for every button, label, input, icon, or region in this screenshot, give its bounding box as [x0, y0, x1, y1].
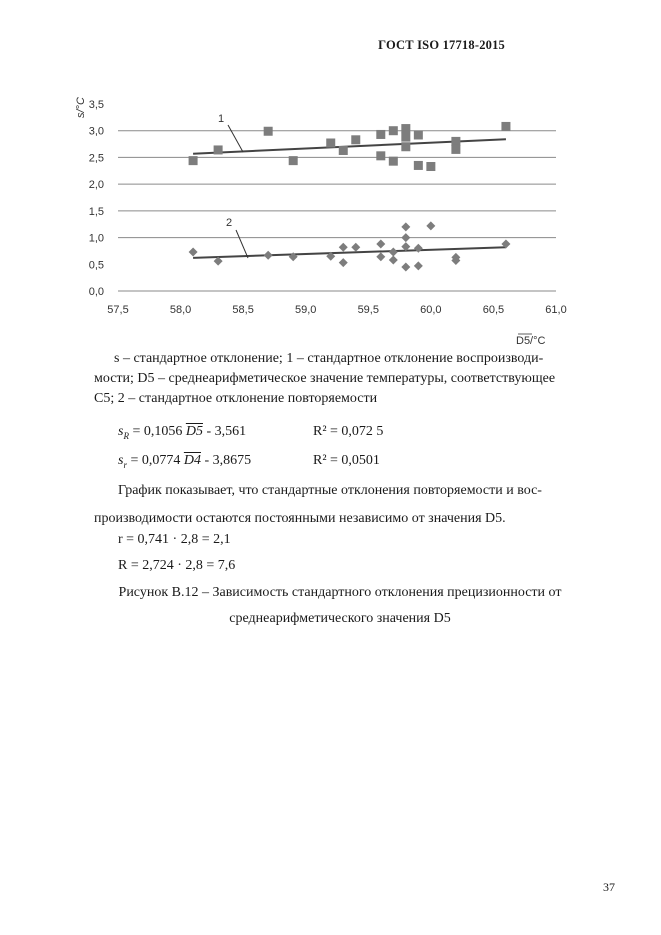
formula-sr: $s_r = 0,0774$ D4 - 3,8675 R² = 0,0501	[118, 453, 380, 470]
data-point-series-2	[414, 244, 423, 253]
y-tick-labels	[89, 99, 104, 298]
data-point-series-2	[376, 252, 385, 261]
data-point-series-2	[264, 251, 273, 260]
data-point-series-2	[414, 261, 423, 270]
data-point-series-1	[389, 126, 398, 135]
x-tick-label: 60,5	[482, 304, 505, 316]
legend-line-2: мости; D5 – среднеарифметическое значение температуры, соответствующее	[94, 371, 556, 386]
document-header: ГОСТ ISO 17718-2015	[378, 38, 505, 52]
calc-r: r = 0,741 · 2,8 = 2,1	[118, 532, 231, 547]
series-label-2: 2	[226, 217, 233, 229]
legend-line-3: C5; 2 – стандартное отклонение повторяемости	[94, 391, 378, 406]
calc-R: R = 2,724 · 2,8 = 7,6	[118, 558, 236, 573]
x-tick-labels	[107, 304, 566, 316]
y-tick-label: 2,5	[88, 152, 104, 165]
body-line-2: производимости остаются постоянными независимо от значения D5.	[94, 511, 506, 526]
x-axis-label: D5/°C	[516, 335, 546, 347]
data-point-series-1	[501, 122, 510, 131]
data-point-series-2	[189, 247, 198, 256]
data-point-series-1	[351, 135, 360, 144]
x-tick-label: 58,0	[169, 304, 192, 316]
y-axis-label: s/°C	[75, 97, 87, 118]
y-tick-label: 1,0	[88, 232, 104, 245]
scatter-chart	[0, 0, 661, 350]
series-label-1: 1	[218, 113, 225, 125]
data-point-series-2	[339, 243, 348, 252]
data-point-series-1	[376, 130, 385, 139]
data-point-series-1	[414, 161, 423, 170]
data-point-series-2	[351, 243, 360, 252]
series-label-2-leader	[236, 230, 248, 258]
page-number: 37	[603, 880, 615, 894]
x-tick-label: 60,0	[420, 304, 442, 316]
x-tick-label: 57,5	[107, 304, 129, 316]
caption-line-2: среднеарифметического значения D5	[229, 611, 451, 626]
body-line-1: График показывает, что стандартные отклонения повторяемости и вос-	[118, 483, 542, 498]
formula-sr-r2: R² = 0,0501	[313, 453, 380, 468]
y-tick-label: 0,0	[88, 286, 104, 298]
data-point-series-1	[326, 139, 335, 148]
y-tick-label: 2,0	[88, 179, 104, 192]
x-tick-label: 59,5	[357, 304, 379, 316]
x-tick-label: 59,0	[295, 304, 317, 316]
series-label-1-leader	[228, 125, 243, 152]
data-point-series-1	[426, 162, 435, 171]
data-point-series-1	[376, 151, 385, 160]
data-point-series-2	[389, 256, 398, 265]
y-tick-label: 3,0	[88, 125, 104, 138]
figure-caption	[60, 580, 620, 632]
formula-sR: $s_R = 0,1056$ D5 - 3,561 R² = 0,072 5	[118, 424, 384, 441]
data-point-series-1	[189, 156, 198, 165]
y-tick-label: 0,5	[88, 259, 104, 272]
body-paragraph	[94, 477, 606, 533]
data-point-series-1	[414, 130, 423, 139]
data-point-series-2	[426, 221, 435, 230]
data-point-series-1	[451, 145, 460, 154]
data-point-series-1	[401, 133, 410, 142]
data-point-series-1	[401, 142, 410, 151]
data-point-series-2	[339, 258, 348, 267]
data-point-series-1	[339, 146, 348, 155]
data-point-series-1	[264, 127, 273, 136]
caption-line-1: Рисунок В.12 – Зависимость стандартного отклонения прецизионности от	[118, 585, 562, 600]
data-point-series-1	[401, 124, 410, 133]
x-tick-label: 58,5	[232, 304, 254, 316]
legend-line-1: s – стандартное отклонение; 1 – стандартное отклонение воспроизводи-	[114, 351, 544, 366]
y-tick-label: 1,5	[88, 205, 104, 218]
data-point-series-1	[289, 156, 298, 165]
data-point-series-2	[401, 262, 410, 271]
formula-sR-r2: R² = 0,072 5	[313, 424, 384, 439]
data-point-series-2	[401, 222, 410, 231]
data-point-series-2	[389, 247, 398, 256]
data-point-series-2	[376, 239, 385, 248]
data-point-series-2	[401, 233, 410, 242]
data-point-series-1	[451, 137, 460, 146]
data-point-series-1	[389, 157, 398, 166]
series-annotations	[218, 113, 248, 258]
x-tick-label: 61,0	[545, 304, 567, 316]
data-point-series-1	[214, 145, 223, 154]
y-tick-label: 3,5	[88, 99, 104, 111]
chart-grid	[118, 131, 556, 291]
chart-legend-text	[94, 349, 606, 409]
